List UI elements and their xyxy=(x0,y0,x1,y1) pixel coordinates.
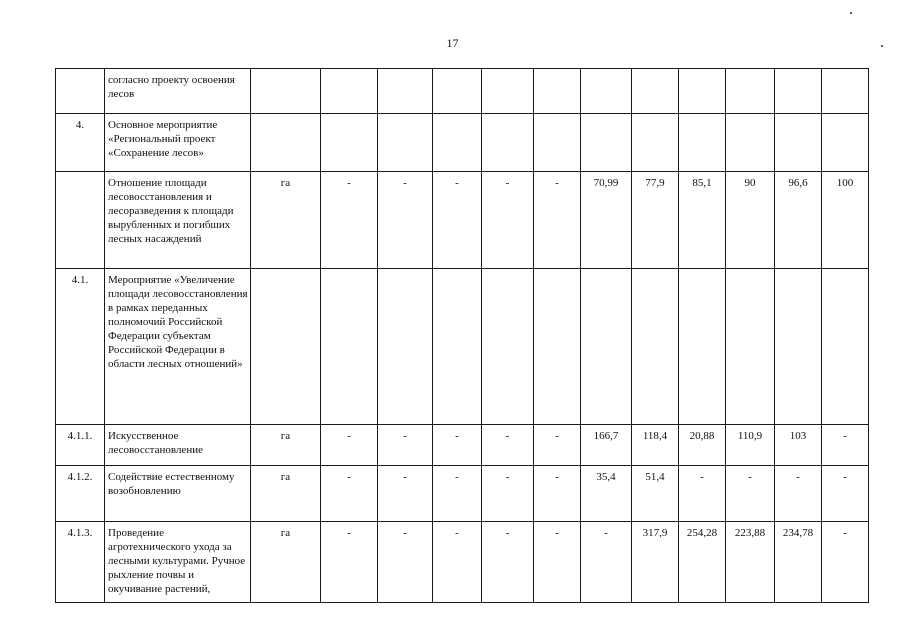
value-cell: 35,4 xyxy=(581,466,632,522)
value-cell: 20,88 xyxy=(679,425,726,466)
row-title-cell: Проведение агротехнического ухода за лесными культурами. Ручное рыхление почвы и окучивание растений, xyxy=(105,522,251,603)
unit-cell xyxy=(251,69,321,114)
row-title-cell: Отношение площади лесовосстановления и лесоразведения к площади вырубленных и погибших лесных насаждений xyxy=(105,172,251,269)
value-cell xyxy=(775,269,822,425)
value-cell: - xyxy=(433,172,482,269)
row-number-cell: 4.1.2. xyxy=(56,466,105,522)
value-cell xyxy=(482,69,534,114)
value-cell xyxy=(433,69,482,114)
value-cell xyxy=(822,269,869,425)
value-cell: - xyxy=(534,466,581,522)
table-row xyxy=(56,466,869,522)
value-cell: - xyxy=(321,522,378,603)
value-cell xyxy=(378,269,433,425)
value-cell xyxy=(679,69,726,114)
value-cell: - xyxy=(534,522,581,603)
unit-cell: га xyxy=(251,466,321,522)
value-cell xyxy=(822,69,869,114)
row-title-cell: согласно проекту освоения лесов xyxy=(105,69,251,114)
value-cell: - xyxy=(534,172,581,269)
scan-speck xyxy=(881,45,883,47)
value-cell: 85,1 xyxy=(679,172,726,269)
table-row xyxy=(56,172,869,269)
value-cell: - xyxy=(822,425,869,466)
page-number: 17 xyxy=(446,36,459,50)
unit-cell: га xyxy=(251,425,321,466)
value-cell: 51,4 xyxy=(632,466,679,522)
value-cell: 110,9 xyxy=(726,425,775,466)
value-cell: - xyxy=(482,172,534,269)
value-cell xyxy=(822,114,869,172)
value-cell: 70,99 xyxy=(581,172,632,269)
value-cell: 90 xyxy=(726,172,775,269)
value-cell xyxy=(534,114,581,172)
unit-cell xyxy=(251,269,321,425)
value-cell: 96,6 xyxy=(775,172,822,269)
table-row xyxy=(56,269,869,425)
value-cell: - xyxy=(433,466,482,522)
indicators-table xyxy=(55,68,869,603)
row-title-cell: Основное мероприятие «Региональный проект «Сохранение лесов» xyxy=(105,114,251,172)
row-number-cell xyxy=(56,69,105,114)
row-title-cell: Мероприятие «Увеличение площади лесовосстановления в рамках переданных полномочий Российской Федерации субъектам Российской Федерации в области лесных отношений» xyxy=(105,269,251,425)
row-number-cell: 4. xyxy=(56,114,105,172)
value-cell xyxy=(433,114,482,172)
value-cell: 234,78 xyxy=(775,522,822,603)
value-cell: 100 xyxy=(822,172,869,269)
value-cell xyxy=(632,269,679,425)
value-cell: 317,9 xyxy=(632,522,679,603)
value-cell: - xyxy=(581,522,632,603)
value-cell: - xyxy=(378,172,433,269)
value-cell: - xyxy=(378,466,433,522)
value-cell: - xyxy=(433,425,482,466)
value-cell xyxy=(378,114,433,172)
value-cell xyxy=(775,69,822,114)
value-cell xyxy=(378,69,433,114)
value-cell: - xyxy=(433,522,482,603)
value-cell: - xyxy=(378,425,433,466)
table-row xyxy=(56,522,869,603)
unit-cell xyxy=(251,114,321,172)
row-number-cell: 4.1.1. xyxy=(56,425,105,466)
value-cell: - xyxy=(534,425,581,466)
value-cell xyxy=(632,114,679,172)
value-cell: - xyxy=(378,522,433,603)
value-cell xyxy=(482,269,534,425)
value-cell xyxy=(581,269,632,425)
value-cell xyxy=(726,114,775,172)
value-cell xyxy=(482,114,534,172)
value-cell: - xyxy=(321,425,378,466)
value-cell: - xyxy=(679,466,726,522)
row-number-cell: 4.1.3. xyxy=(56,522,105,603)
value-cell xyxy=(679,269,726,425)
value-cell: 118,4 xyxy=(632,425,679,466)
value-cell: - xyxy=(482,425,534,466)
value-cell: - xyxy=(726,466,775,522)
value-cell: 166,7 xyxy=(581,425,632,466)
table-row xyxy=(56,425,869,466)
value-cell xyxy=(581,69,632,114)
value-cell: - xyxy=(321,466,378,522)
value-cell: 254,28 xyxy=(679,522,726,603)
value-cell xyxy=(321,114,378,172)
value-cell: - xyxy=(822,522,869,603)
table-row xyxy=(56,69,869,114)
unit-cell: га xyxy=(251,522,321,603)
value-cell: 103 xyxy=(775,425,822,466)
value-cell: - xyxy=(321,172,378,269)
row-number-cell xyxy=(56,172,105,269)
value-cell xyxy=(534,69,581,114)
value-cell xyxy=(321,269,378,425)
value-cell: 77,9 xyxy=(632,172,679,269)
value-cell xyxy=(632,69,679,114)
value-cell xyxy=(726,69,775,114)
value-cell xyxy=(433,269,482,425)
value-cell xyxy=(775,114,822,172)
value-cell: - xyxy=(822,466,869,522)
row-title-cell: Искусственное лесовосстановление xyxy=(105,425,251,466)
scan-speck xyxy=(850,12,852,14)
value-cell: - xyxy=(775,466,822,522)
value-cell xyxy=(679,114,726,172)
table-row xyxy=(56,114,869,172)
unit-cell: га xyxy=(251,172,321,269)
value-cell: - xyxy=(482,466,534,522)
value-cell: 223,88 xyxy=(726,522,775,603)
value-cell xyxy=(534,269,581,425)
table-body xyxy=(56,69,869,603)
value-cell xyxy=(581,114,632,172)
value-cell: - xyxy=(482,522,534,603)
row-title-cell: Содействие естественному возобновлению xyxy=(105,466,251,522)
row-number-cell: 4.1. xyxy=(56,269,105,425)
value-cell xyxy=(321,69,378,114)
value-cell xyxy=(726,269,775,425)
